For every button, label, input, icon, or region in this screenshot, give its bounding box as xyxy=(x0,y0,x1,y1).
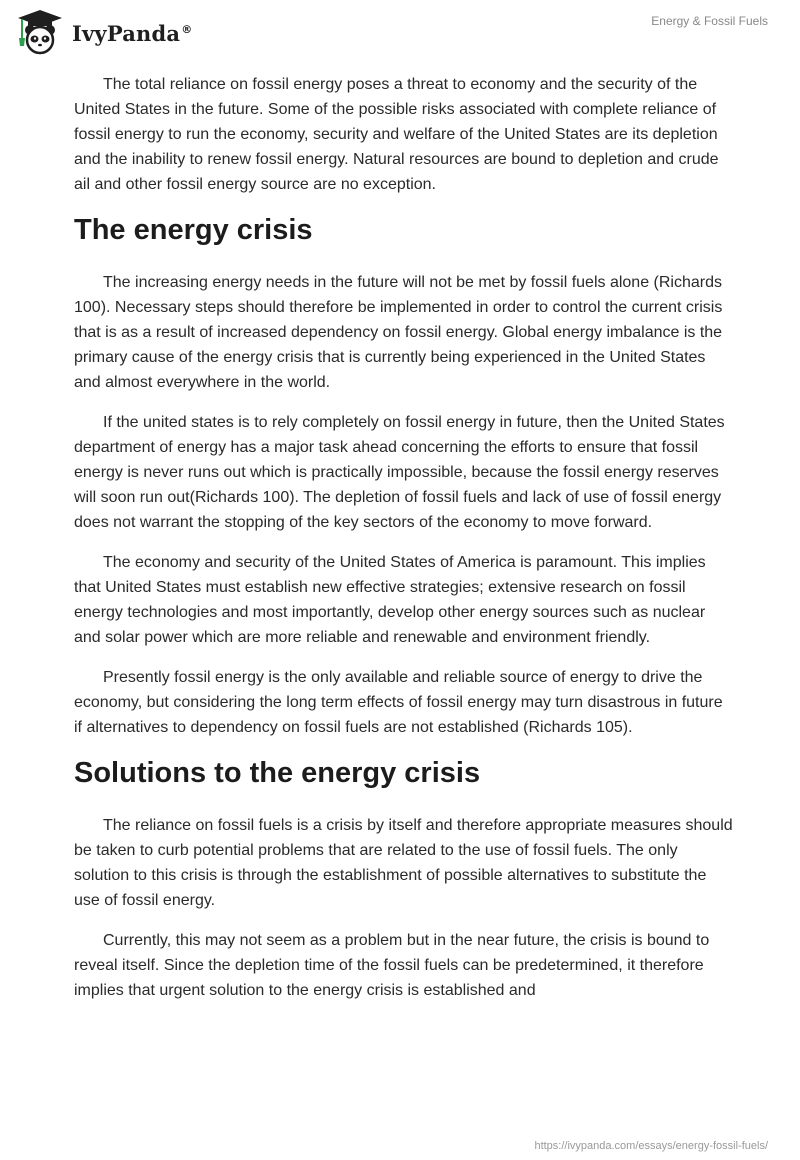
registered-mark: ® xyxy=(181,22,193,36)
document-title: Energy & Fossil Fuels xyxy=(651,14,768,28)
page-header xyxy=(0,0,800,60)
paragraph: The economy and security of the United States of America is paramount. This implies that United States must establish new effective strategies; extensive research on fossil energy technologies and most importantly, develop other energy sources such as nuclear and solar power which are more reliable and renewable and environment friendly. xyxy=(74,554,706,646)
intro-paragraph: The total reliance on fossil energy poses a threat to economy and the security of the United States in the future. Some of the possible risks associated with complete reliance of fossil energy to run the economy, security and welfare of the United States are its depletion and the inability to renew fossil energy. Natural resources are bound to depletion and crude ail and other fossil energy source are no exception. xyxy=(74,76,719,193)
brand-name: IvyPanda® xyxy=(72,20,193,46)
source-url[interactable]: https://ivypanda.com/essays/energy-fossil-fuels/ xyxy=(534,1140,768,1152)
section-heading-solutions: Solutions to the energy crisis xyxy=(74,757,481,789)
paragraph: Currently, this may not seem as a problem but in the near future, the crisis is bound to reveal itself. Since the depletion time of the fossil fuels can be predetermined, it therefore implies that urgent solution to the energy crisis is established and xyxy=(74,932,710,999)
paragraph: Presently fossil energy is the only available and reliable source of energy to drive the economy, but considering the long term effects of fossil energy may turn disastrous in future if alternatives to dependency on fossil fuels are not established (Richards 105). xyxy=(74,669,723,736)
ivypanda-logo[interactable] xyxy=(14,8,192,56)
panda-graduate-icon xyxy=(14,8,66,56)
paragraph: The reliance on fossil fuels is a crisis by itself and therefore appropriate measures should be taken to curb potential problems that are related to the use of fossil fuels. The only solution to this crisis is through the establishment of possible alternatives to substitute the use of fossil energy. xyxy=(74,817,733,909)
paragraph: The increasing energy needs in the future will not be met by fossil fuels alone (Richards 100). Necessary steps should therefore be implemented in order to control the current crisis that is as a result of increased dependency on fossil energy. Global energy imbalance is the primary cause of the energy crisis that is currently being experienced in the United States and almost everywhere in the world. xyxy=(74,274,723,391)
section-heading-energy-crisis: The energy crisis xyxy=(74,214,313,246)
paragraph: If the united states is to rely completely on fossil energy in future, then the United States department of energy has a major task ahead concerning the efforts to ensure that fossil energy is never runs out which is practically impossible, because the fossil energy reserves will soon run out(Richards 100). The depletion of fossil fuels and lack of use of fossil energy does not warrant the stopping of the key sectors of the economy to move forward. xyxy=(74,414,725,531)
essay-content xyxy=(74,72,734,1018)
